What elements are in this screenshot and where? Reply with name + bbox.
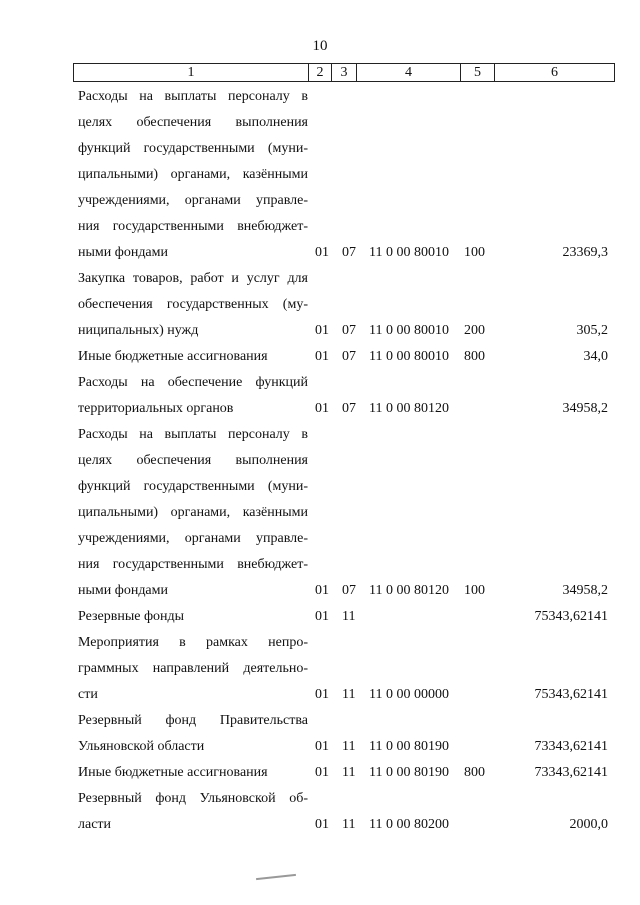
header-col-1: 1 [74,64,309,81]
amount: 34958,2 [562,401,608,416]
description-line: ципальными) органами, казёнными [78,505,308,520]
description-line: Ульяновской области [78,739,205,754]
section-code: 01 [315,323,329,338]
table-row [78,344,608,370]
expense-type-code: 800 [464,765,485,780]
page-number: 10 [312,38,328,54]
description-line: целях обеспечения выполнения [78,453,308,468]
amount: 34,0 [583,349,608,364]
target-article-code: 11 0 00 80200 [369,817,449,832]
row-values [78,578,608,604]
description-line: ния государственными внебюджет- [78,219,308,234]
section-code: 01 [315,817,329,832]
subsection-code: 11 [342,765,356,780]
row-values [78,604,608,630]
description-line: Резервный фонд Правительства [78,713,308,728]
table-header [73,63,615,82]
subsection-code: 07 [342,323,356,338]
table-row [78,422,608,604]
description-line: учреждениями, органами управле- [78,193,308,208]
target-article-code: 11 0 00 80190 [369,765,449,780]
expense-type-code: 800 [464,349,485,364]
amount: 34958,2 [562,583,608,598]
amount: 23369,3 [562,245,608,260]
description-line: Резервные фонды [78,609,185,624]
scan-mark [256,874,296,880]
description-line: Закупка товаров, работ и услуг для [78,271,308,286]
description-line: обеспечения государственных (му- [78,297,308,312]
row-values [78,682,608,708]
subsection-code: 11 [342,687,356,702]
description-line: ными фондами [78,245,169,260]
table-row [78,266,608,344]
table-row [78,370,608,422]
expense-type-code: 100 [464,245,485,260]
description-line: граммных направлений деятельно- [78,661,308,676]
amount: 73343,62141 [534,765,608,780]
table-row [78,760,608,786]
description-line: функций государственными (муни- [78,141,308,156]
row-values [78,240,608,266]
row-description [78,422,308,604]
description-line: ния государственными внебюджет- [78,557,308,572]
expense-type-code: 100 [464,583,485,598]
table-row [78,604,608,630]
description-line: Расходы на выплаты персоналу в [78,427,308,442]
row-values [78,734,608,760]
row-values [78,344,608,370]
table-row [78,786,608,838]
target-article-code: 11 0 00 80010 [369,245,449,260]
description-line: Резервный фонд Ульяновской об- [78,791,308,806]
target-article-code: 11 0 00 80120 [369,401,449,416]
amount: 305,2 [576,323,608,338]
description-line: ласти [78,817,112,832]
expense-type-code: 200 [464,323,485,338]
row-values [78,812,608,838]
section-code: 01 [315,765,329,780]
section-code: 01 [315,687,329,702]
table-row [78,708,608,760]
description-line: ными фондами [78,583,169,598]
table-row [78,630,608,708]
subsection-code: 07 [342,401,356,416]
description-line: Иные бюджетные ассигнования [78,349,268,364]
header-col-6: 6 [551,65,558,80]
description-line: ципальными) органами, казёнными [78,167,308,182]
target-article-code: 11 0 00 00000 [369,687,449,702]
amount: 75343,62141 [534,687,608,702]
description-line: Расходы на выплаты персоналу в [78,89,308,104]
subsection-code: 07 [342,245,356,260]
subsection-code: 11 [342,609,356,624]
row-values [78,396,608,422]
amount: 75343,62141 [534,609,608,624]
row-description [78,84,308,266]
subsection-code: 07 [342,349,356,364]
section-code: 01 [315,609,329,624]
section-code: 01 [315,245,329,260]
header-col-4: 4 [357,64,461,81]
target-article-code: 11 0 00 80190 [369,739,449,754]
section-code: 01 [315,739,329,754]
target-article-code: 11 0 00 80120 [369,583,449,598]
section-code: 01 [315,583,329,598]
description-line: Мероприятия в рамках непро- [78,635,308,650]
header-col-5: 5 [461,64,495,81]
subsection-code: 11 [342,817,356,832]
description-line: функций государственными (муни- [78,479,308,494]
amount: 2000,0 [569,817,608,832]
row-values [78,318,608,344]
target-article-code: 11 0 00 80010 [369,323,449,338]
target-article-code: 11 0 00 80010 [369,349,449,364]
description-line: учреждениями, органами управле- [78,531,308,546]
description-line: сти [78,687,98,702]
description-line: ниципальных) нужд [78,323,199,338]
subsection-code: 07 [342,583,356,598]
row-values [78,760,608,786]
section-code: 01 [315,349,329,364]
description-line: целях обеспечения выполнения [78,115,308,130]
description-line: Расходы на обеспечение функций [78,375,308,390]
section-code: 01 [315,401,329,416]
amount: 73343,62141 [534,739,608,754]
table-row [78,84,608,266]
header-col-2: 2 [309,64,332,81]
description-line: Иные бюджетные ассигнования [78,765,268,780]
header-col-3: 3 [332,64,357,81]
description-line: территориальных органов [78,401,234,416]
subsection-code: 11 [342,739,356,754]
